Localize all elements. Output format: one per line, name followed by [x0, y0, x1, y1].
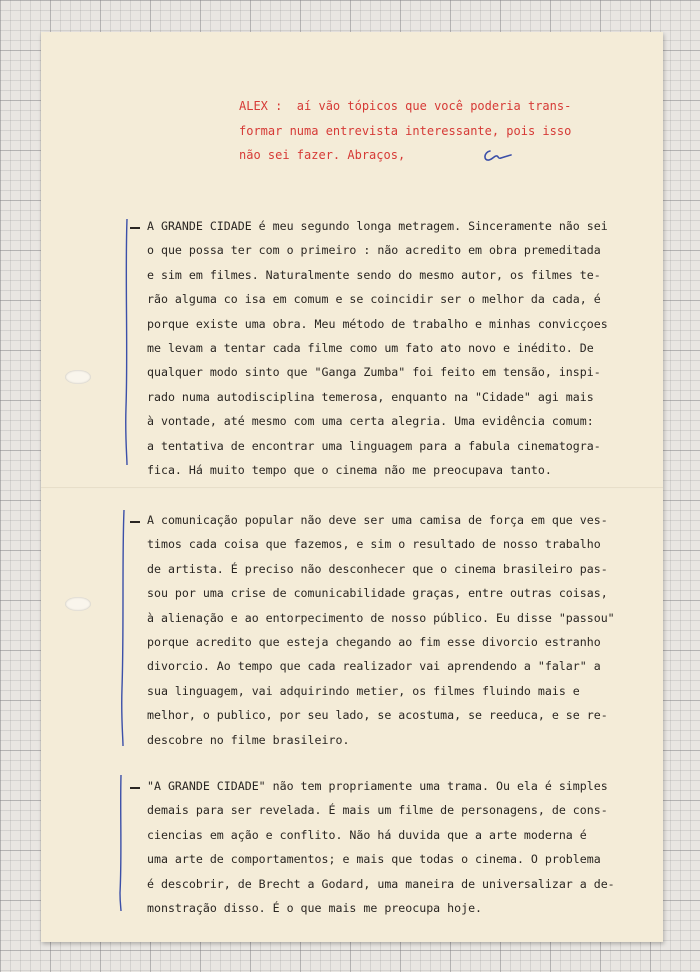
- text-line: timos cada coisa que fazemos, e sim o resultado de nosso trabalho: [147, 537, 601, 552]
- text-line: é descobrir, de Brecht a Godard, uma maneira de universalizar a de-: [147, 876, 615, 891]
- text-line: porque existe uma obra. Meu método de trabalho e minhas convicçoes: [147, 316, 608, 331]
- text-line: à alienação e ao entorpecimento de nosso público. Eu disse "passou": [147, 610, 615, 625]
- text-line: fica. Há muito tempo que o cinema não me preocupava tanto.: [147, 463, 552, 478]
- text-line: monstração disso. É o que mais me preocupa hoje.: [147, 901, 483, 916]
- text-line: a tentativa de encontrar uma linguagem para a fabula cinematogra-: [147, 438, 601, 453]
- paragraph-2: [147, 508, 647, 752]
- text-line: sou por uma crise de comunicabilidade graças, entre outras coisas,: [147, 586, 608, 601]
- text-line: rado numa autodisciplina temerosa, enquanto na "Cidade" agi mais: [147, 389, 594, 404]
- text-line: A comunicação popular não deve ser uma camisa de força em que ves-: [147, 513, 608, 527]
- paragraph-3: [147, 774, 647, 920]
- note-line: não sei fazer. Abraços,: [239, 148, 406, 162]
- text-line: o que possa ter com o primeiro : não acredito em obra premeditada: [147, 243, 601, 258]
- punch-hole-bottom: [65, 597, 91, 611]
- text-line: demais para ser revelada. É mais um filme de personagens, de cons-: [147, 803, 608, 818]
- note-line: formar numa entrevista interessante, pois isso: [239, 123, 572, 138]
- paper-fold-crease: [41, 487, 663, 489]
- text-line: sua linguagem, vai adquirindo metier, os filmes fluindo mais e: [147, 683, 580, 698]
- pen-margin-mark: [118, 773, 124, 913]
- text-line: "A GRANDE CIDADE" não tem propriamente uma trama. Ou ela é simples: [147, 779, 608, 793]
- text-line: me levam a tentar cada filme como um fato ato novo e inédito. De: [147, 341, 594, 356]
- text-line: de artista. É preciso não desconhecer que o cinema brasileiro pas-: [147, 561, 608, 576]
- punch-hole-top: [65, 370, 91, 384]
- paragraph-dash: [130, 227, 140, 229]
- text-line: uma arte de comportamentos; e mais que todas o cinema. O problema: [147, 852, 601, 867]
- red-typed-note: [239, 94, 629, 168]
- text-line: melhor, o publico, por seu lado, se acostuma, se reeduca, e se re-: [147, 708, 608, 723]
- text-line: qualquer modo sinto que "Ganga Zumba" foi feito em tensão, inspi-: [147, 365, 601, 380]
- pen-margin-mark: [124, 217, 130, 467]
- text-line: ciencias em ação e conflito. Não há duvida que a arte moderna é: [147, 827, 587, 842]
- note-line: ALEX : aí vão tópicos que você poderia trans-: [239, 99, 572, 113]
- text-line: à vontade, até mesmo com uma certa alegria. Uma evidência comum:: [147, 414, 594, 429]
- pen-margin-mark: [120, 508, 126, 748]
- text-line: descobre no filme brasileiro.: [147, 732, 350, 747]
- text-line: porque acredito que esteja chegando ao fim esse divorcio estranho: [147, 635, 601, 650]
- text-line: e sim em filmes. Naturalmente sendo do mesmo autor, os filmes te-: [147, 267, 601, 282]
- text-line: divorcio. Ao tempo que cada realizador vai aprendendo a "falar" a: [147, 659, 601, 674]
- text-line: rão alguma co isa em comum e se coincidir ser o melhor da cada, é: [147, 292, 601, 307]
- handwritten-signature: [481, 148, 515, 164]
- text-line: A GRANDE CIDADE é meu segundo longa metragem. Sinceramente não sei: [147, 219, 608, 233]
- paragraph-1: [147, 214, 647, 482]
- paragraph-dash: [130, 521, 140, 523]
- paragraph-dash: [130, 787, 140, 789]
